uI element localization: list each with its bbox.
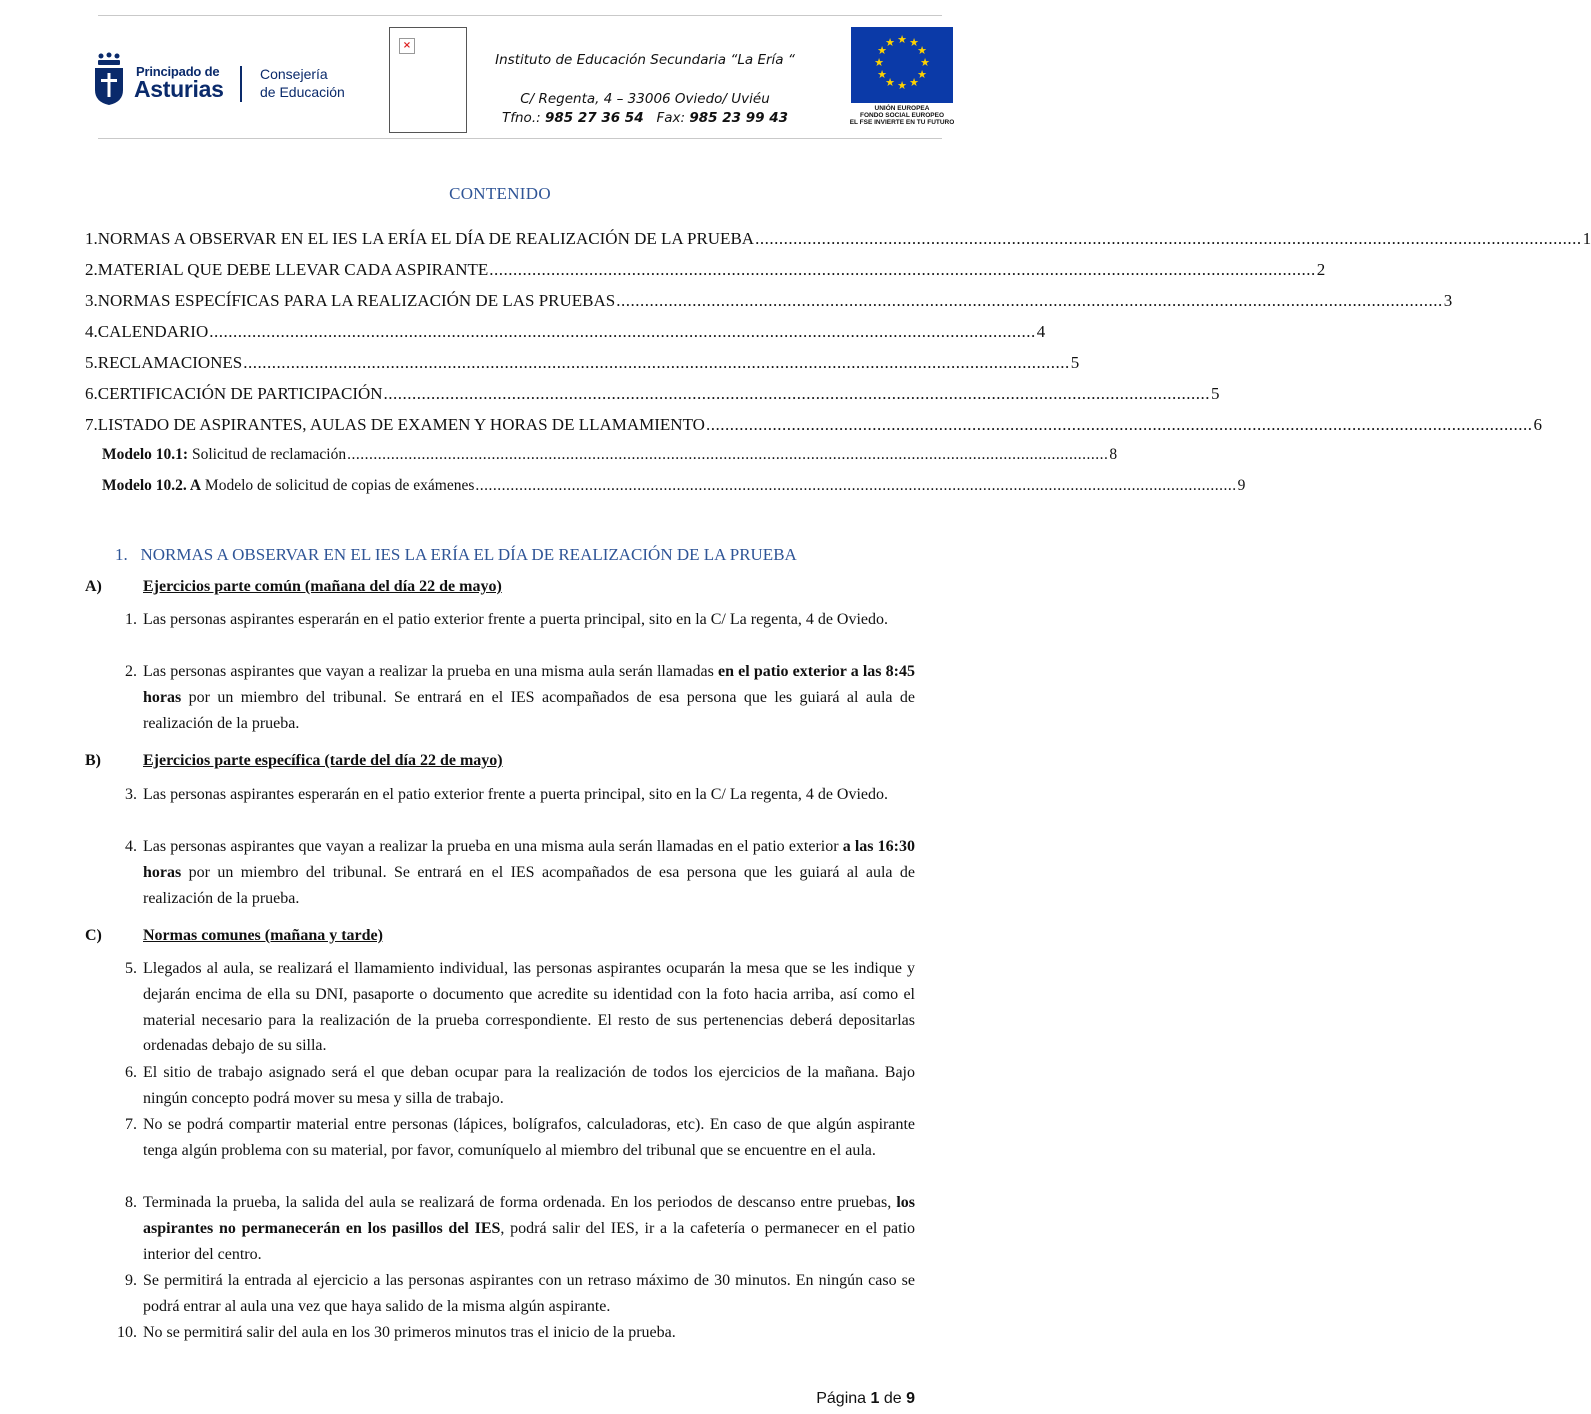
phone-number: 985 27 36 54	[544, 110, 644, 126]
item-number: 9.	[125, 1272, 137, 1289]
logo-separator	[240, 66, 242, 102]
item-text: Las personas aspirantes esperarán en el patio exterior frente a puerta principal, sito en la C/ La regenta, 4 de Oviedo.	[143, 611, 889, 628]
image-placeholder	[389, 27, 467, 133]
eu-line3: EL FSE INVIERTE EN TU FUTURO	[849, 119, 955, 126]
toc-text: CERTIFICACIÓN DE PARTICIPACIÓN	[97, 384, 383, 403]
page-footer	[816, 1390, 915, 1408]
rule-item	[85, 956, 915, 1059]
svg-text:★: ★	[885, 76, 895, 89]
footer-total-pages: 9	[906, 1390, 915, 1407]
toc-entry[interactable]	[85, 415, 1542, 437]
toc-model-label: Modelo 10.2. A	[102, 477, 202, 494]
item-text	[143, 659, 915, 736]
toc-leader: ..............................................................................................................................................................................	[489, 260, 1316, 279]
item-number: 6.	[125, 1064, 137, 1081]
eu-line1: UNIÓN EUROPEA	[874, 105, 930, 112]
footer-current-page: 1	[870, 1390, 880, 1407]
toc-text	[102, 446, 346, 464]
toc-num: 6.	[85, 384, 98, 403]
item-text-bold: los aspirantes no permanecerán en los pasillos del IES	[143, 1194, 915, 1237]
subsection-title-b: Ejercicios parte específica (tarde del día 22 de mayo)	[143, 752, 503, 769]
toc-leader: ..............................................................................................................................................................................	[755, 229, 1582, 248]
toc-page: 1	[1582, 229, 1591, 248]
item-number: 7.	[125, 1116, 137, 1133]
toc-entry[interactable]	[85, 229, 1591, 251]
toc-text	[102, 477, 474, 495]
phone-label: Tfno.:	[502, 110, 545, 126]
principado-logo	[88, 50, 368, 110]
rule-item	[85, 1268, 915, 1320]
item-number: 2.	[125, 663, 137, 680]
asturias-crest-icon	[92, 52, 126, 106]
rule-item	[85, 834, 915, 911]
dept-line1: Consejería	[260, 66, 328, 82]
toc-text: CALENDARIO	[97, 322, 209, 341]
subsection-letter-c: C)	[85, 927, 102, 944]
toc-entry[interactable]	[85, 384, 1220, 406]
toc-page: 5	[1211, 384, 1220, 403]
toc-leader: ..............................................................................................................................................................................	[209, 322, 1036, 341]
svg-text:★: ★	[909, 76, 919, 89]
item-text-part: por un miembro del tribunal. Se entrará en el IES acompañados de esa persona que les guiará al aula de realización de la prueba.	[143, 863, 915, 907]
footer-of: de	[879, 1390, 907, 1407]
toc-num: 4.	[85, 322, 98, 341]
toc-entry[interactable]	[85, 353, 1080, 375]
item-text: No se podrá compartir material entre personas (lápices, bolígrafos, calculadoras, etc). En caso de que algún aspirante tenga algún problema con su material, por favor, comuníquelo al miembro del tribunal que se encuentre en el aula.	[143, 1116, 915, 1159]
toc-text: RECLAMACIONES	[97, 353, 243, 372]
item-number: 8.	[125, 1194, 137, 1211]
toc-entry[interactable]	[85, 291, 1453, 313]
item-number: 4.	[125, 838, 137, 855]
toc-entry[interactable]	[85, 260, 1326, 282]
toc-text: NORMAS A OBSERVAR EN EL IES LA ERÍA EL DÍA DE REALIZACIÓN DE LA PRUEBA	[97, 229, 755, 248]
toc-text: NORMAS ESPECÍFICAS PARA LA REALIZACIÓN DE LAS PRUEBAS	[97, 291, 616, 310]
institute-name: Instituto de Educación Secundaria “La Ería “	[495, 52, 795, 68]
item-text-part: Terminada la prueba, la salida del aula se realizará de forma ordenada. En los periodos de descanso entre pruebas,	[143, 1194, 897, 1211]
rule-item	[85, 607, 915, 633]
rule-item	[85, 1112, 915, 1164]
item-text: Se permitirá la entrada al ejercicio a las personas aspirantes con un retraso máximo de 30 minutos. En ningún caso se podrá entrar al aula una vez que haya salido de la misma algún aspirante.	[143, 1272, 915, 1315]
toc-text: LISTADO DE ASPIRANTES, AULAS DE EXAMEN Y HORAS DE LLAMAMIENTO	[97, 415, 705, 434]
toc-entry[interactable]	[85, 322, 1046, 344]
item-text-part: Las personas aspirantes que vayan a realizar la prueba en una misma aula serán llamadas	[143, 663, 718, 680]
item-text-part: Las personas aspirantes que vayan a realizar la prueba en una misma aula serán llamadas en el patio exterior	[143, 838, 843, 855]
toc-num: 2.	[85, 260, 98, 279]
toc-model-label: Modelo 10.1:	[102, 446, 189, 463]
institute-address: C/ Regenta, 4 – 33006 Oviedo/ Uviéu	[520, 91, 770, 107]
toc-model-entry[interactable]	[102, 477, 1246, 499]
svg-text:★: ★	[917, 68, 927, 81]
item-text: No se permitirá salir del aula en los 30 primeros minutos tras el inicio de la prueba.	[143, 1324, 676, 1341]
eu-stars-icon	[851, 27, 953, 103]
svg-text:★: ★	[917, 44, 927, 57]
item-text: El sitio de trabajo asignado será el que deban ocupar para la realización de todos los ejercicios de la mañana. Bajo ningún concepto podrá mover su mesa y silla de trabajo.	[143, 1064, 915, 1107]
rule-item	[85, 1320, 915, 1346]
toc-leader: ..............................................................................................................................................................................	[705, 415, 1533, 434]
item-text	[143, 834, 915, 911]
svg-text:★: ★	[909, 36, 919, 49]
item-number: 5.	[125, 960, 137, 977]
svg-text:★: ★	[897, 33, 907, 46]
item-number: 1.	[125, 611, 137, 628]
toc-leader: ..............................................................................................................................................................................	[616, 291, 1443, 310]
rule-item	[85, 1060, 915, 1112]
toc-page: 3	[1443, 291, 1453, 310]
fax-number: 985 23 99 43	[689, 110, 788, 126]
dept-line2: de Educación	[260, 84, 345, 100]
item-text: Las personas aspirantes esperarán en el patio exterior frente a puerta principal, sito en la C/ La regenta, 4 de Oviedo.	[143, 786, 889, 803]
toc-leader: ..............................................................................................................................................................................	[475, 477, 1237, 494]
svg-text:★: ★	[877, 44, 887, 57]
footer-label: Página	[816, 1390, 871, 1407]
item-text-part: por un miembro del tribunal. Se entrará en el IES acompañados de esa persona que les guiará al aula de realización de la prueba.	[143, 688, 915, 732]
broken-image-icon: ×	[399, 38, 415, 54]
logo-line1: Principado de	[136, 64, 220, 79]
toc-model-text: Modelo de solicitud de copias de exámenes	[201, 477, 475, 494]
item-text	[143, 1190, 915, 1267]
svg-text:★: ★	[877, 68, 887, 81]
toc-page: 9	[1237, 477, 1246, 494]
toc-page: 6	[1533, 415, 1542, 434]
toc-model-entry[interactable]	[102, 446, 1118, 468]
item-text: Llegados al aula, se realizará el llamamiento individual, las personas aspirantes ocuparán la mesa que se les indique y dejarán encima de ella su DNI, pasaporte o documento que acredite su identidad con la foto hacia arriba, así como el material necesario para la realización de la prueba correspondiente. El resto de sus pertenencias deberá depositarlas ordenadas debajo de su silla.	[143, 960, 915, 1055]
toc-text: MATERIAL QUE DEBE LLEVAR CADA ASPIRANTE	[97, 260, 489, 279]
toc-num: 5.	[85, 353, 98, 372]
item-text-bold: en el patio exterior a las 8:45 horas	[143, 663, 916, 706]
toc-model-text: Solicitud de reclamación	[188, 446, 347, 463]
header-top-rule	[98, 15, 942, 16]
toc-num: 7.	[85, 415, 98, 434]
item-text-part: , podrá salir del IES, ir a la cafetería o permanecer en el patio interior del centro.	[143, 1219, 916, 1263]
toc-page: 2	[1316, 260, 1326, 279]
logo-line2: Asturias	[134, 76, 224, 102]
toc-page: 4	[1036, 322, 1046, 341]
toc-leader: ..............................................................................................................................................................................	[383, 384, 1211, 403]
subsection-title-c: Normas comunes (mañana y tarde)	[143, 927, 383, 944]
svg-text:★: ★	[897, 79, 907, 92]
rule-item	[85, 782, 915, 808]
institute-phone-line	[470, 110, 820, 126]
toc-leader: ..............................................................................................................................................................................	[347, 446, 1109, 463]
item-text-bold: a las 16:30 horas	[143, 838, 916, 881]
toc-num: 3.	[85, 291, 98, 310]
header-bottom-rule	[98, 138, 942, 139]
toc-title: CONTENIDO	[449, 184, 551, 203]
toc-page: 8	[1109, 446, 1118, 463]
item-number: 3.	[125, 786, 137, 803]
eu-line2: FONDO SOCIAL EUROPEO	[859, 112, 945, 119]
subsection-title-a: Ejercicios parte común (mañana del día 22 de mayo)	[143, 578, 502, 595]
section-title: 1. NORMAS A OBSERVAR EN EL IES LA ERÍA EL DÍA DE REALIZACIÓN DE LA PRUEBA	[115, 545, 797, 564]
rule-item	[85, 659, 915, 736]
svg-text:★: ★	[885, 36, 895, 49]
item-number: 10.	[117, 1324, 137, 1341]
eu-flag	[851, 27, 953, 103]
toc-leader: ..............................................................................................................................................................................	[243, 353, 1070, 372]
svg-text:★: ★	[920, 56, 930, 69]
svg-text:★: ★	[874, 56, 884, 69]
fax-label: Fax:	[656, 110, 690, 126]
rule-item	[85, 1190, 915, 1267]
subsection-letter-a: A)	[85, 578, 102, 595]
toc-num: 1.	[85, 229, 98, 248]
subsection-letter-b: B)	[85, 752, 101, 769]
toc-page: 5	[1070, 353, 1080, 372]
